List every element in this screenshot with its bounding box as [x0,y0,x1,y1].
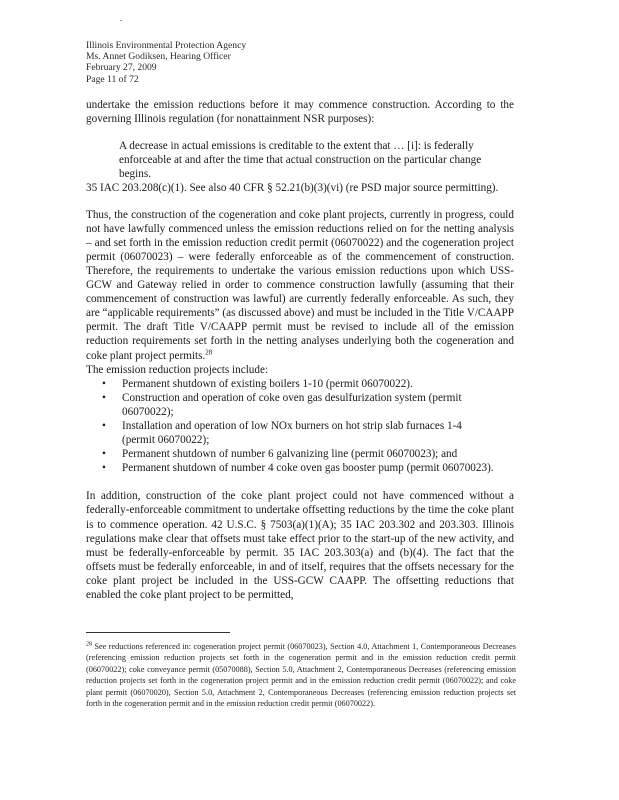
footnote-ref: 28 [205,347,213,356]
list-item [86,447,494,461]
paragraph-netting-text: Thus, the construction of the cogeneration and coke plant projects, currently in progress, could not have lawfully commenced unless the emission reductions relied on for the netting analysis – and set forth in the emission reduction credit permit (06070022) and the cogeneration project permit (06070023) – were federally enforceable as of the commencement of construction. Therefore, the requirements to undertake the various emission reductions upon which USS-GCW and Gateway relied in order to commence construction lawfully (assuming that their commencement of construction was lawful) are currently federally enforceable. As such, they are “applicable requirements” (as discussed above) and must be included in the Title V/CAAPP permit. The draft Title V/CAAPP permit must be revised to include all of the emission reduction requirements set forth in the netting analyses underlying both the cogeneration and coke plant project permits. [86,208,514,362]
letter-header [86,40,246,85]
list-item [86,391,494,419]
scan-mark [120,20,122,21]
paragraph-offsets: In addition, construction of the coke plant project could not have commenced without a federally-enforceable commitment to undertake offsetting reductions by the time the coke plant is to commence operation. 42 U.S.C. § 7503(a)(1)(A); 35 IAC 203.302 and 203.303. Illinois regulations make clear that offsets must take effect prior to the start-up of the new activity, and must be federally-enforceable by permit. 35 IAC 203.303(a) and (b)(4). The fact that the offsets must be federally enforceable, in and of itself, requires that the offsets necessary for the coke plant project be included in the USS-GCW CAAPP. The offsetting reductions that enabled the coke plant project to be permitted, [86,490,514,601]
list-item [86,377,494,391]
header-recipient: Ms. Annet Godiksen, Hearing Officer [86,51,231,63]
footnote-number: 28 [86,641,92,648]
footnote [86,641,516,709]
paragraph-intro: undertake the emission reductions before it may commence construction. According to the governing Illinois regulation (for nonattainment NSR purposes): [86,99,514,126]
header-date: February 27, 2009 [86,62,157,74]
list-item [86,419,494,447]
emission-reduction-list [86,377,514,476]
list-intro: The emission reduction projects include: [86,363,269,376]
footnote-divider [86,632,230,633]
document-body [86,98,514,602]
header-agency: Illinois Environmental Protection Agency [86,40,247,51]
header-page-number: Page 11 of 72 [86,73,139,85]
list-item-text: Installation and operation of low NOx burners on hot strip slab furnaces 1-4 (permit 06070022); [122,419,462,447]
list-item-text: Permanent shutdown of number 6 galvanizing line (permit 06070023); and [122,448,458,461]
list-item-text: Permanent shutdown of number 4 coke oven gas booster pump (permit 06070023). [122,462,494,475]
footnote-text: See reductions referenced in: cogeneration project permit (06070023), Section 4.0, Attachment 1, Contemporaneous Decreases (referencing emission reduction projects set forth in the cogeneration permit and in the emission reduction credit permit (06070022); coke conveyance permit (05070088), Section 5.0, Attachment 2, Contemporaneous Decreases (referencing emission reduction projects set forth in the cogeneration project permit and in the emission reduction credit permit (06070022); and coke plant permit (06070020), Section 5.0, Attachment 2, Contemporaneous Decreases (referencing emission reduction projects set forth in the cogeneration permit and in the emission reduction credit permit (06070022). [86,642,516,709]
paragraph-netting [86,208,514,363]
block-quote: A decrease in actual emissions is creditable to the extent that … [i]: is federally enforceable at and after the time that actual construction on the particular change begins. [119,140,482,181]
bullet-icon: • [102,419,106,432]
bullet-icon: • [102,391,106,404]
bullet-icon: • [102,448,106,461]
citation: 35 IAC 203.208(c)(1). See also 40 CFR § 52.21(b)(3)(vi) (re PSD major source permitting). [86,182,499,195]
bullet-icon: • [102,462,106,475]
bullet-icon: • [102,377,106,390]
list-item [86,461,494,475]
list-item-text: Permanent shutdown of existing boilers 1-10 (permit 06070022). [122,377,413,390]
list-item-text: Construction and operation of coke oven gas desulfurization system (permit 06070022); [122,391,462,418]
